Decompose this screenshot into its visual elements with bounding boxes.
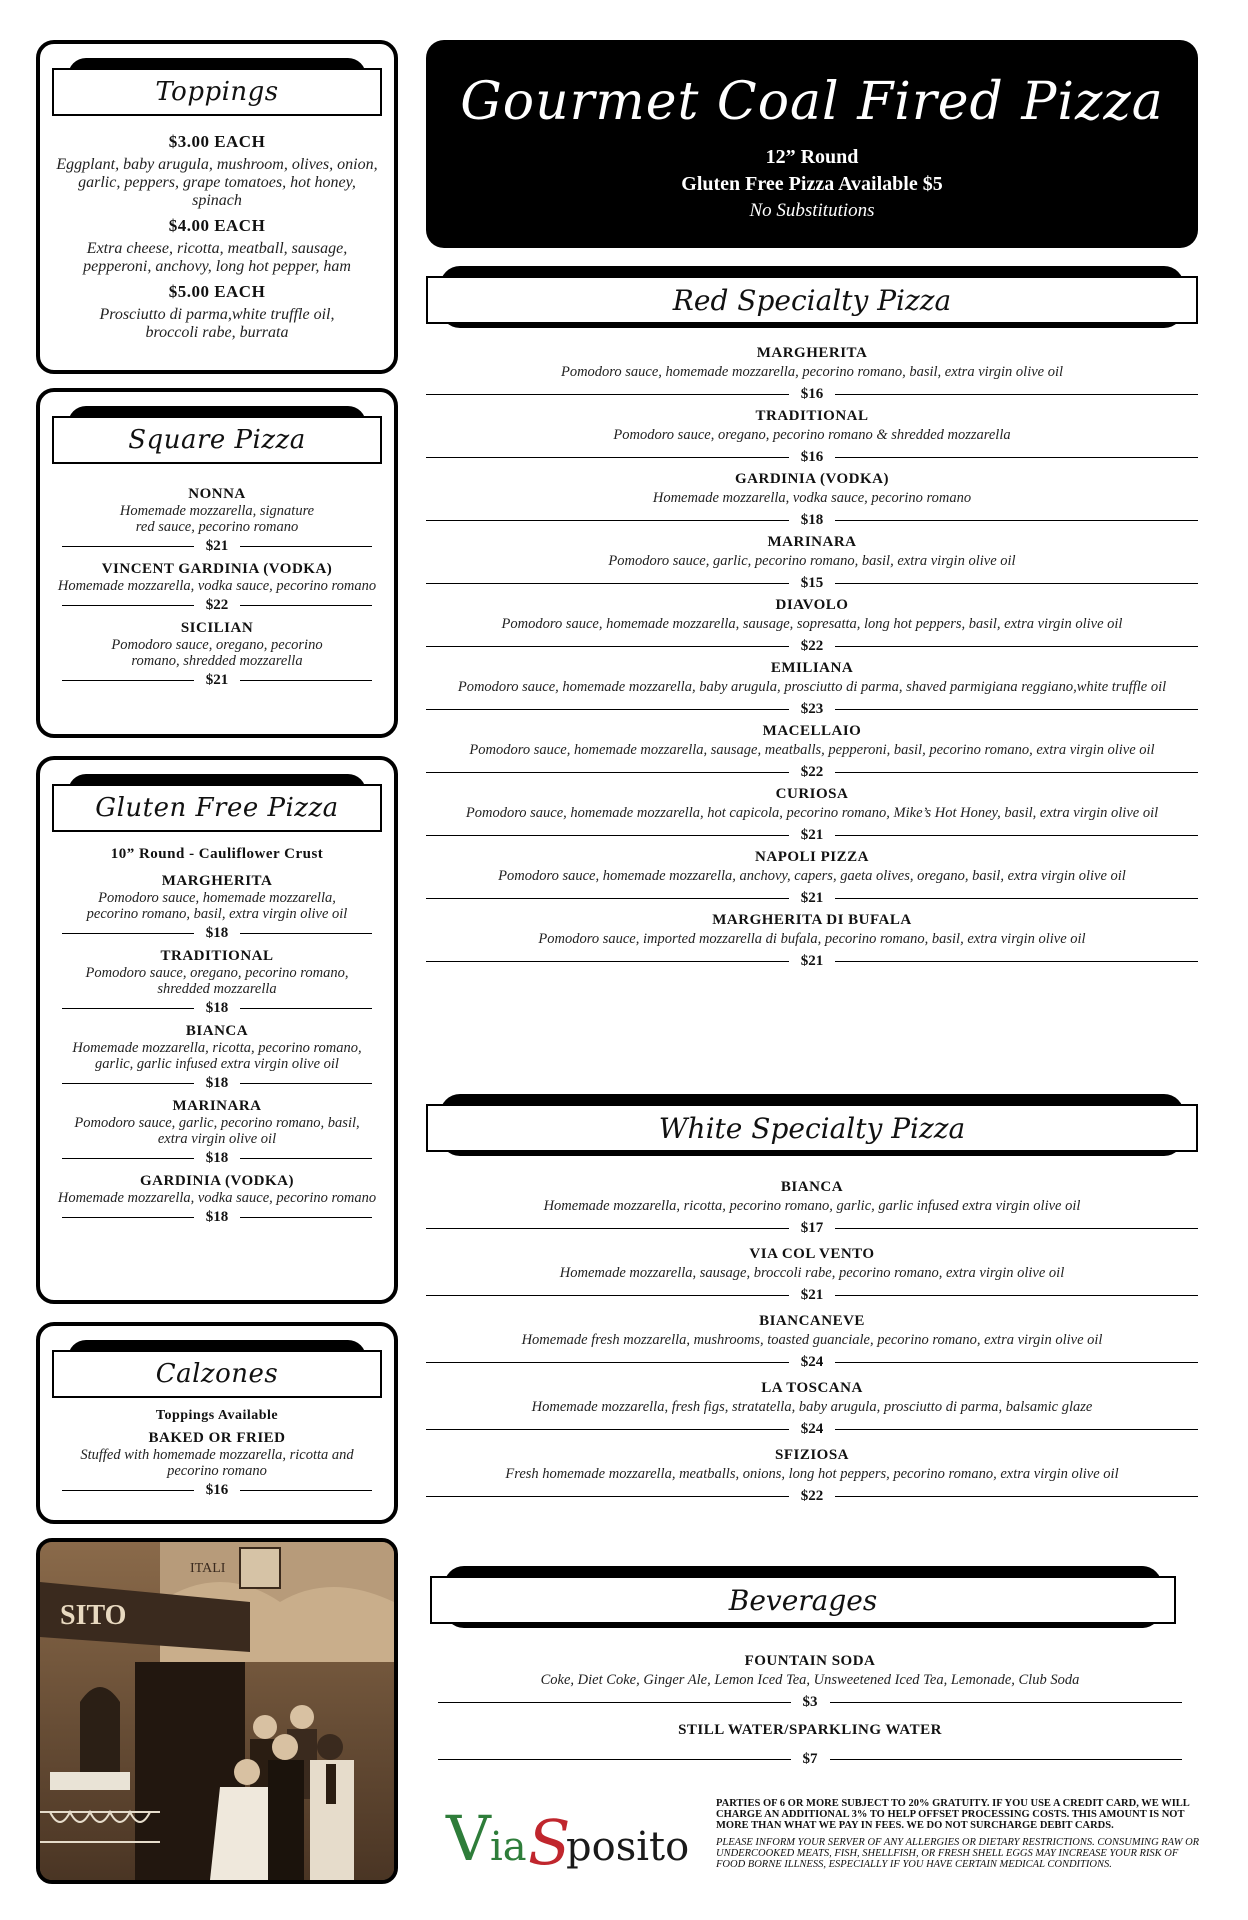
gluten-free-subtitle: 10” Round - Cauliflower Crust [110, 846, 324, 862]
beverages-list [438, 1652, 1182, 1772]
item-desc: Pomodoro sauce, oregano, pecorino romano, shredded mozzarella [85, 965, 349, 997]
item-name: SICILIAN [180, 620, 254, 636]
item-price: $22 [789, 764, 836, 781]
item-name: GARDINIA (VODKA) [140, 1173, 294, 1189]
toppings-box [36, 40, 398, 374]
item-desc: Fresh homemade mozzarella, meatballs, onions, long hot peppers, pecorino romano, extra virgin olive oil [505, 1466, 1119, 1482]
svg-text:ia: ia [490, 1824, 527, 1870]
menu-item [426, 659, 1198, 722]
item-desc: Homemade fresh mozzarella, mushrooms, toasted guanciale, pecorino romano, extra virgin olive oil [521, 1332, 1103, 1348]
menu-item [48, 1023, 386, 1094]
menu-item [48, 1430, 386, 1501]
menu-item [48, 486, 386, 557]
gratuity-notice: PARTIES OF 6 OR MORE SUBJECT TO 20% GRATUITY. IF YOU USE A CREDIT CARD, WE WILL CHARGE AN ADDITIONAL 3% TO HELP OFFSET PROCESSING COSTS. THIS AMOUNT IS NOT MORE THAN WHAT WE PAY IN FEES. WE DO NOT SURCHARGE DEBIT CARDS. [716, 1798, 1190, 1831]
toppings-tier-price: $3.00 EACH [168, 132, 266, 151]
item-name: EMILIANA [770, 660, 854, 676]
item-desc: Homemade mozzarella, vodka sauce, pecorino romano [57, 1190, 377, 1206]
item-desc: Homemade mozzarella, signature red sauce, pecorino romano [119, 503, 315, 535]
awning-text: ITALI [190, 1561, 226, 1576]
item-name: MACELLAIO [762, 723, 862, 739]
allergy-notice: PLEASE INFORM YOUR SERVER OF ANY ALLERGIES OR DIETARY RESTRICTIONS. CONSUMING RAW OR UNDERCOOKED MEATS, FISH, SHELLFISH, OR FRESH SHELL EGGS MAY INCREASE YOUR RISK OF FOOD BORNE ILLNESS, ESPECIALLY IF YOU HAVE CERTAIN MEDICAL CONDITIONS. [716, 1837, 1200, 1870]
toppings-tier-items: Extra cheese, ricotta, meatball, sausage, pepperoni, anchovy, long hot pepper, ham [83, 240, 351, 275]
toppings-tier-price: $4.00 EACH [168, 216, 266, 235]
item-price: $24 [789, 1354, 836, 1371]
toppings-tier-items: Eggplant, baby arugula, mushroom, olives, onion, garlic, peppers, grape tomatoes, hot honey, spinach [56, 156, 378, 209]
vintage-storefront-photo [36, 1538, 398, 1884]
item-name: NAPOLI PIZZA [755, 849, 869, 865]
item-price: $18 [194, 1209, 241, 1226]
toppings-title: Toppings [155, 77, 279, 107]
item-price: $18 [194, 1000, 241, 1017]
item-desc: Pomodoro sauce, garlic, pecorino romano, basil, extra virgin olive oil [608, 553, 1016, 569]
item-price: $22 [194, 597, 241, 614]
legal-notice [716, 1798, 1204, 1870]
item-price: $17 [789, 1220, 836, 1237]
red-specialty-banner [426, 266, 1198, 328]
item-desc: Homemade mozzarella, ricotta, pecorino romano, garlic, garlic infused extra virgin olive oil [543, 1198, 1081, 1214]
svg-text:S: S [528, 1806, 571, 1879]
item-name: GARDINIA (VODKA) [735, 471, 889, 487]
item-price: $21 [789, 890, 836, 907]
item-price: $23 [789, 701, 836, 718]
menu-item [426, 533, 1198, 596]
item-name: MARGHERITA [756, 345, 868, 361]
calzones-banner [52, 1340, 382, 1394]
sign-text: SITO [60, 1600, 127, 1631]
menu-item [48, 948, 386, 1019]
gluten-free-box [36, 756, 398, 1304]
svg-text:V: V [446, 1802, 491, 1875]
hero-gluten-free-note: Gluten Free Pizza Available $5 [681, 173, 943, 195]
gluten-free-banner [52, 774, 382, 828]
item-desc: Pomodoro sauce, homemade mozzarella, pecorino romano, basil, extra virgin olive oil [86, 890, 348, 922]
menu-item [438, 1652, 1182, 1715]
item-name: MARINARA [767, 534, 857, 550]
item-price: $21 [194, 672, 241, 689]
calzones-title: Calzones [155, 1359, 279, 1389]
menu-item [426, 911, 1198, 974]
item-name: VIA COL VENTO [749, 1246, 875, 1262]
menu-item [426, 1379, 1198, 1442]
item-price: $3 [791, 1694, 830, 1711]
item-price: $16 [789, 449, 836, 466]
item-name: BIANCA [780, 1179, 844, 1195]
beverages-banner [430, 1566, 1176, 1628]
square-pizza-banner [52, 406, 382, 460]
item-desc: Homemade mozzarella, ricotta, pecorino romano, garlic, garlic infused extra virgin olive oil [72, 1040, 362, 1072]
menu-item [426, 344, 1198, 407]
item-name: TRADITIONAL [160, 948, 274, 964]
menu-item [426, 596, 1198, 659]
gluten-free-title: Gluten Free Pizza [95, 793, 339, 823]
item-price: $22 [789, 638, 836, 655]
item-name: MARINARA [172, 1098, 262, 1114]
item-price: $18 [194, 1150, 241, 1167]
item-desc: Coke, Diet Coke, Ginger Ale, Lemon Iced Tea, Unsweetened Iced Tea, Lemonade, Club Soda [540, 1672, 1080, 1688]
item-name: DIAVOLO [775, 597, 849, 613]
storefront-photo-illustration [40, 1542, 394, 1880]
calzones-box [36, 1322, 398, 1524]
white-specialty-title: White Specialty Pizza [658, 1111, 966, 1145]
item-name: SFIZIOSA [774, 1447, 850, 1463]
white-specialty-list [426, 1178, 1198, 1509]
item-name: MARGHERITA [161, 873, 273, 889]
item-name: FOUNTAIN SODA [744, 1653, 876, 1669]
item-desc: Pomodoro sauce, oregano, pecorino romano & shredded mozzarella [613, 427, 1011, 443]
item-desc: Homemade mozzarella, sausage, broccoli rabe, pecorino romano, extra virgin olive oil [559, 1265, 1065, 1281]
svg-text:posito: posito [566, 1824, 690, 1870]
menu-item [48, 620, 386, 691]
menu-item [48, 561, 386, 616]
item-name: CURIOSA [775, 786, 849, 802]
item-price: $18 [194, 925, 241, 942]
item-name: BIANCANEVE [759, 1313, 865, 1329]
menu-item [426, 1245, 1198, 1308]
item-name: MARGHERITA DI BUFALA [712, 912, 912, 928]
item-desc: Pomodoro sauce, homemade mozzarella, sausage, meatballs, pepperoni, basil, pecorino romano, extra virgin olive oil [469, 742, 1155, 758]
square-pizza-box [36, 388, 398, 738]
item-price: $18 [194, 1075, 241, 1092]
hero-header [426, 40, 1198, 248]
hero-size: 12” Round [765, 146, 859, 168]
menu-item [426, 470, 1198, 533]
item-desc: Pomodoro sauce, garlic, pecorino romano, basil, extra virgin olive oil [74, 1115, 360, 1147]
menu-item [426, 722, 1198, 785]
item-price: $18 [789, 512, 836, 529]
square-pizza-title: Square Pizza [128, 425, 306, 455]
item-desc: Homemade mozzarella, vodka sauce, pecorino romano [652, 490, 972, 506]
beverages-title: Beverages [728, 1583, 878, 1617]
item-name: TRADITIONAL [755, 408, 869, 424]
item-desc: Pomodoro sauce, homemade mozzarella, anchovy, capers, gaeta olives, oregano, basil, extra virgin olive oil [498, 868, 1126, 884]
item-desc: Homemade mozzarella, fresh figs, stratatella, baby arugula, prosciutto di parma, balsamic glaze [531, 1399, 1093, 1415]
item-price: $22 [789, 1488, 836, 1505]
menu-item [426, 785, 1198, 848]
item-price: $21 [789, 953, 836, 970]
item-price: $21 [789, 827, 836, 844]
red-specialty-title: Red Specialty Pizza [672, 283, 952, 317]
item-name: BAKED OR FRIED [148, 1430, 286, 1446]
menu-item [426, 407, 1198, 470]
item-name: LA TOSCANA [761, 1380, 863, 1396]
item-desc: Pomodoro sauce, oregano, pecorino romano, shredded mozzarella [111, 637, 323, 669]
menu-item [426, 1446, 1198, 1509]
menu-item [426, 1178, 1198, 1241]
toppings-banner [52, 58, 382, 112]
item-name: BIANCA [185, 1023, 249, 1039]
menu-item [48, 1098, 386, 1169]
item-desc: Pomodoro sauce, homemade mozzarella, baby arugula, prosciutto di parma, shaved parmigiana reggiano,white truffle oil [457, 679, 1167, 695]
item-price: $24 [789, 1421, 836, 1438]
item-price: $21 [194, 538, 241, 555]
menu-item [426, 1312, 1198, 1375]
menu-item [426, 848, 1198, 911]
item-name: NONNA [188, 486, 246, 502]
red-specialty-list [426, 344, 1198, 974]
item-desc: Stuffed with homemade mozzarella, ricotta and pecorino romano [80, 1447, 354, 1479]
toppings-tier-items: Prosciutto di parma,white truffle oil, broccoli rabe, burrata [99, 306, 335, 341]
white-specialty-banner [426, 1094, 1198, 1156]
menu-item [438, 1721, 1182, 1772]
item-price: $15 [789, 575, 836, 592]
item-desc: Pomodoro sauce, homemade mozzarella, sausage, sopresatta, long hot peppers, basil, extra virgin olive oil [501, 616, 1123, 632]
item-price: $21 [789, 1287, 836, 1304]
menu-item [48, 873, 386, 944]
item-desc: Pomodoro sauce, homemade mozzarella, pecorino romano, basil, extra virgin olive oil [560, 364, 1064, 380]
item-price: $7 [791, 1751, 830, 1768]
via-sposito-logo [442, 1790, 692, 1880]
item-desc: Homemade mozzarella, vodka sauce, pecorino romano [57, 578, 377, 594]
item-name: STILL WATER/SPARKLING WATER [678, 1722, 942, 1738]
toppings-tier-price: $5.00 EACH [168, 282, 266, 301]
hero-no-substitutions: No Substitutions [749, 200, 875, 221]
item-price: $16 [194, 1482, 241, 1499]
hero-title: Gourmet Coal Fired Pizza [460, 72, 1164, 132]
logo-mark [442, 1790, 692, 1880]
item-price: $16 [789, 386, 836, 403]
item-desc: Pomodoro sauce, homemade mozzarella, hot capicola, pecorino romano, Mike’s Hot Honey, basil, extra virgin olive oil [465, 805, 1159, 821]
item-name: VINCENT GARDINIA (VODKA) [101, 561, 333, 577]
item-desc: Pomodoro sauce, imported mozzarella di bufala, pecorino romano, basil, extra virgin olive oil [538, 931, 1086, 947]
calzones-note: Toppings Available [155, 1408, 279, 1423]
menu-item [48, 1173, 386, 1228]
